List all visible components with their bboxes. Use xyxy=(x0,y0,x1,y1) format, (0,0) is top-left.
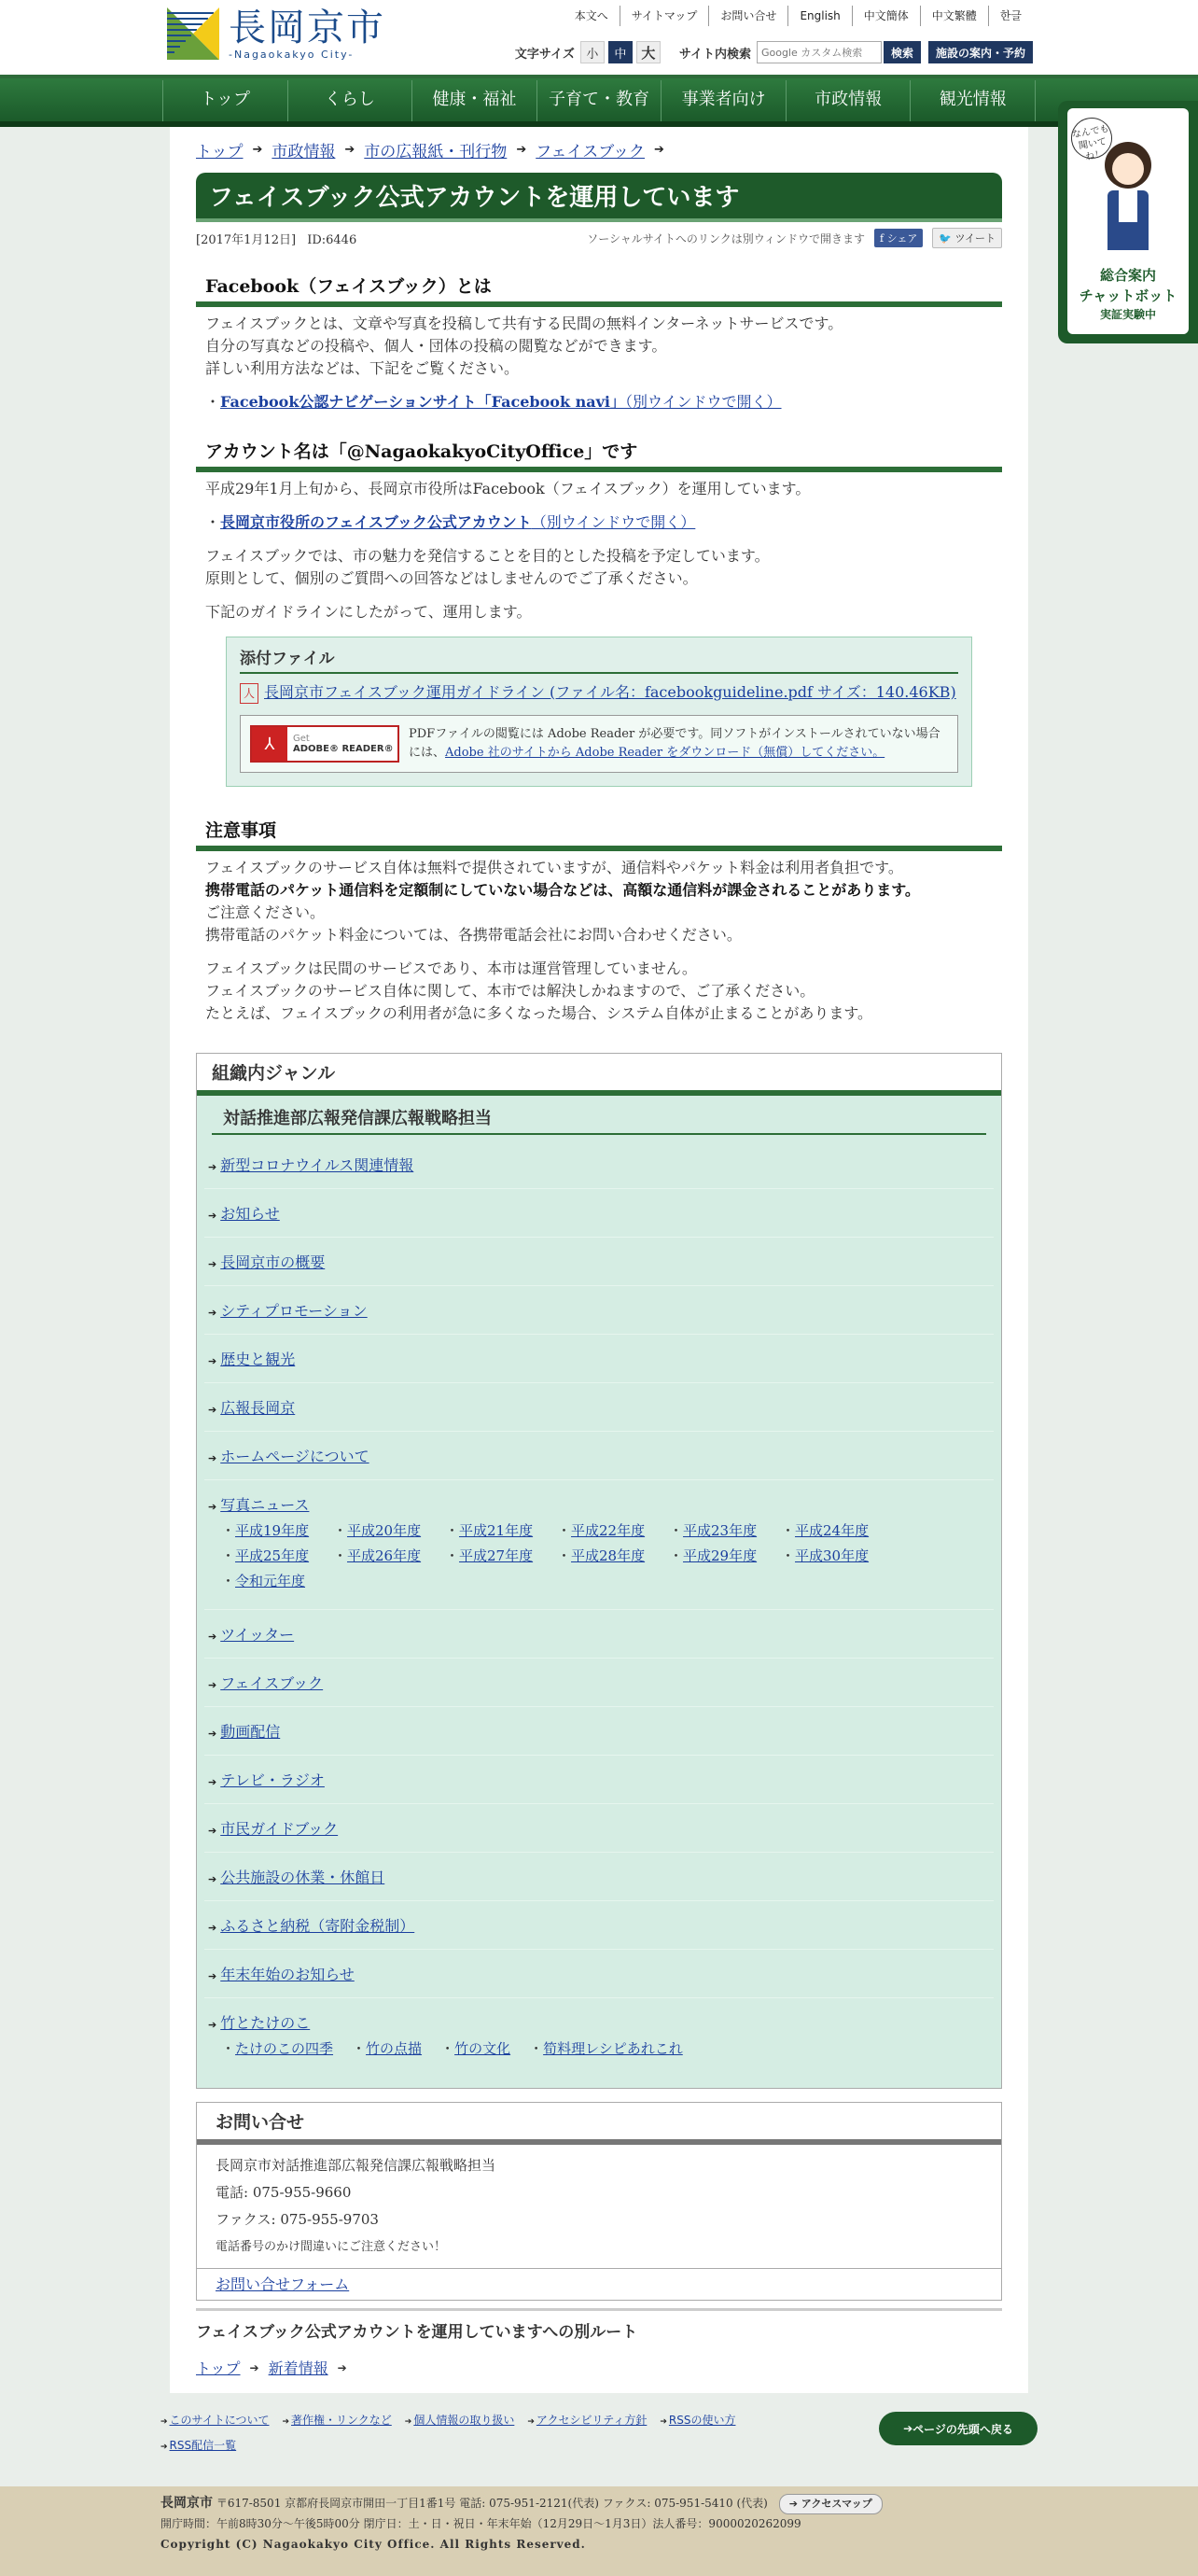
genre-link[interactable]: お知らせ xyxy=(220,1205,280,1223)
genre-link[interactable]: 公共施設の休業・休館日 xyxy=(220,1869,385,1886)
contact-form-link[interactable]: お問い合せフォーム xyxy=(216,2275,350,2293)
contact-tel: 電話: 075-955-9660 xyxy=(216,2184,352,2201)
back-to-top-label: ページの先頭へ戻る xyxy=(912,2422,1013,2436)
footer-link[interactable] xyxy=(405,2412,515,2428)
photo-year-label[interactable]: 平成23年度 xyxy=(683,1522,758,1539)
chatbot-character-icon xyxy=(1100,142,1156,263)
genre-heading: 組織内ジャンル xyxy=(197,1054,1001,1096)
section-heading-account-name: アカウント名は「@NagaokakyoCityOffice」です xyxy=(196,434,1002,472)
contact-form-row xyxy=(197,2268,1001,2300)
photo-year-link[interactable] xyxy=(333,1520,445,1540)
genre-link[interactable]: 広報長岡京 xyxy=(220,1399,296,1417)
adobe-badge-bottom: ADOBE® READER® xyxy=(293,744,394,754)
global-nav xyxy=(0,75,1198,127)
breadcrumb-arrow-icon: ➔ xyxy=(516,143,527,157)
paragraph-line: ご注意ください。 xyxy=(205,903,326,921)
arrow-icon: ➔ xyxy=(208,1355,217,1367)
footer-link-label[interactable]: 個人情報の取り扱い xyxy=(413,2414,515,2427)
genre-link[interactable]: シティプロモーション xyxy=(220,1302,368,1320)
back-to-top-button[interactable]: ➔ ページの先頭へ戻る xyxy=(879,2412,1038,2445)
breadcrumb-publications[interactable]: 市の広報紙・刊行物 xyxy=(364,143,508,161)
photo-year-label[interactable]: 平成24年度 xyxy=(795,1522,870,1539)
nav-item-business[interactable]: 事業者向け xyxy=(662,80,787,121)
genre-link[interactable]: ツイッター xyxy=(220,1626,295,1644)
logo-mark-icon xyxy=(165,6,221,62)
organization-genre xyxy=(196,1053,1002,2089)
arrow-icon: ➔ xyxy=(208,1501,217,1513)
contact-dept: 長岡京市対話推進部広報発信課広報戦略担当 xyxy=(216,2157,496,2174)
site-logo[interactable] xyxy=(165,6,385,62)
tweet-label: ツイート xyxy=(954,232,996,245)
header-tools xyxy=(515,41,1033,63)
main-content xyxy=(170,127,1028,2393)
genre-link[interactable]: 市民ガイドブック xyxy=(220,1820,339,1838)
site-search-label: サイト内検索 xyxy=(678,47,751,62)
breadcrumb-facebook[interactable]: フェイスブック xyxy=(536,143,646,161)
font-size-medium-button[interactable]: 中 xyxy=(608,41,633,63)
nav-item-living[interactable]: くらし xyxy=(288,80,413,121)
photo-news-years xyxy=(208,1515,990,1596)
contact-fax: ファクス: 075-955-9703 xyxy=(216,2211,379,2228)
list-item xyxy=(204,1901,994,1950)
arrow-icon: ➔ xyxy=(208,1728,217,1740)
section-body-what-is-facebook xyxy=(196,307,1002,413)
footer-link-label[interactable]: RSS配信一覧 xyxy=(169,2439,237,2452)
paragraph-line: たとえば、フェイスブックの利用者が急に多くなった場合、システム自体が止まることがあります。 xyxy=(205,1004,873,1022)
list-item xyxy=(204,1610,994,1659)
footer-city-name: 長岡京市 xyxy=(160,2496,213,2511)
sns-note: ソーシャルサイトへのリンクは別ウィンドウで開きます xyxy=(587,231,865,245)
footer-link[interactable] xyxy=(160,2437,236,2453)
route-arrow-icon: ➔ xyxy=(249,2360,259,2374)
footer-hours: 開庁時間：午前8時30分～午後5時00分 閉庁日：土・日・祝日・年末年始（12月29日～1月3日）法人番号：9000020262099 xyxy=(160,2517,801,2530)
adobe-reader-text xyxy=(409,725,948,763)
facebook-navi-link[interactable]: Facebook公認ナビゲーションサイト「Facebook navi」 xyxy=(220,393,625,411)
arrow-icon: ➔ xyxy=(208,1679,217,1691)
bamboo-sub-link[interactable] xyxy=(529,2038,683,2058)
photo-year-label[interactable]: 平成29年度 xyxy=(683,1547,758,1564)
photo-year-link[interactable] xyxy=(669,1520,781,1540)
genre-link[interactable]: 歴史と観光 xyxy=(220,1351,296,1368)
util-link-contact[interactable]: お問い合せ xyxy=(708,6,787,26)
arrow-icon: ➔ xyxy=(208,2019,217,2031)
photo-year-link[interactable] xyxy=(333,1546,445,1565)
new-window-note[interactable]: （別ウインドウで開く） xyxy=(531,513,696,531)
footer-link-label[interactable]: 著作権・リンクなど xyxy=(291,2414,392,2427)
arrow-icon: ➔ xyxy=(208,1404,217,1416)
genre-link[interactable]: 竹とたけのこ xyxy=(220,2014,311,2032)
font-size-small-button[interactable]: 小 xyxy=(580,41,605,63)
font-size-large-button[interactable]: 大 xyxy=(636,41,661,63)
footer-address: 〒617-8501 京都府長岡京市開田一丁目1番1号 電話: 075-951-2121(代表) ファクス: 075-951-5410 (代表) xyxy=(216,2497,768,2510)
adobe-logo-icon: ⅄ xyxy=(252,727,287,761)
footer-link-label[interactable]: アクセシビリティ方針 xyxy=(536,2414,648,2427)
list-item xyxy=(204,1480,994,1610)
nav-item-childcare-education[interactable]: 子育て・教育 xyxy=(537,80,662,121)
bamboo-sub-link[interactable] xyxy=(352,2038,422,2058)
photo-year-label[interactable]: 平成26年度 xyxy=(347,1547,422,1564)
list-item xyxy=(204,1238,994,1286)
genre-link[interactable]: テレビ・ラジオ xyxy=(220,1771,325,1789)
site-footer xyxy=(0,2486,1198,2576)
paragraph-line: 原則として、個別のご質問への回答などはしませんのでご了承ください。 xyxy=(205,569,698,587)
adobe-download-link[interactable]: Adobe 社のサイトから Adobe Reader をダウンロード（無償）してください。 xyxy=(445,746,885,760)
footer-links xyxy=(160,2393,1038,2486)
photo-year-label[interactable]: 平成21年度 xyxy=(459,1522,534,1539)
list-item xyxy=(204,1756,994,1804)
photo-year-label[interactable]: 平成27年度 xyxy=(459,1547,534,1564)
footer-link[interactable] xyxy=(160,2412,269,2428)
photo-year-link[interactable] xyxy=(557,1546,669,1565)
footer-link-label[interactable]: RSSの使い方 xyxy=(668,2414,736,2427)
genre-body xyxy=(197,1096,1001,2088)
genre-link[interactable]: 写真ニュース xyxy=(220,1496,310,1514)
list-item xyxy=(204,1383,994,1432)
route-link-news[interactable]: 新着情報 xyxy=(268,2359,328,2377)
adobe-reader-box xyxy=(240,715,958,773)
photo-year-link[interactable] xyxy=(781,1546,893,1565)
paragraph-line: 自分の写真などの投稿や、個人・団体の投稿の閲覧などができます。 xyxy=(205,337,667,355)
photo-year-label[interactable]: 平成25年度 xyxy=(235,1547,310,1564)
nav-item-top[interactable]: トップ xyxy=(162,80,288,121)
page-title: フェイスブック公式アカウントを運用しています xyxy=(196,173,1002,222)
genre-link[interactable]: 長岡京市の概要 xyxy=(220,1253,326,1271)
genre-link[interactable]: ホームページについて xyxy=(220,1448,369,1465)
list-item xyxy=(204,1189,994,1238)
photo-year-label[interactable]: 令和元年度 xyxy=(235,1573,306,1589)
list-item xyxy=(204,1853,994,1901)
chatbot-bubble: なんでも聞いてね！ xyxy=(1068,115,1116,162)
list-item xyxy=(204,1950,994,1998)
paragraph-line: フェイスブックは民間のサービスであり、本市は運営管理していません。 xyxy=(205,959,697,977)
facility-reservation-button[interactable]: 施設の案内・予約 xyxy=(928,41,1033,63)
paragraph-line: 携帯電話のパケット料金については、各携帯電話会社にお問い合わせください。 xyxy=(205,926,742,944)
footer-link[interactable] xyxy=(282,2412,391,2428)
list-item xyxy=(204,1432,994,1480)
photo-year-link[interactable] xyxy=(221,1571,333,1590)
nav-item-city-info[interactable]: 市政情報 xyxy=(787,80,912,121)
facebook-share-button[interactable]: f シェア xyxy=(874,229,923,247)
photo-year-link[interactable] xyxy=(445,1520,557,1540)
arrow-icon: ➔ xyxy=(208,1825,217,1837)
list-item xyxy=(204,1286,994,1335)
bamboo-sub-label[interactable]: たけのこの四季 xyxy=(235,2040,334,2057)
breadcrumb-arrow-icon: ➔ xyxy=(344,143,355,157)
paragraph-line: フェイスブックとは、文章や写真を投稿して共有する民間の無料インターネットサービスです。 xyxy=(205,315,843,332)
section-heading-what-is-facebook: Facebook（フェイスブック）とは xyxy=(196,269,1002,307)
list-item xyxy=(204,1707,994,1756)
breadcrumb-city-info[interactable]: 市政情報 xyxy=(272,143,336,161)
adobe-text-body: PDFファイルの閲覧には Adobe Reader が必要です。同ソフトがインストールされていない場合には、 xyxy=(409,727,940,760)
access-map-label: アクセスマップ xyxy=(801,2498,872,2510)
paragraph-line: 平成29年1月上旬から、長岡京市役所はFacebook（フェイスブック）を運用しています。 xyxy=(205,480,811,497)
logo-english: -Nagaokakyo City- xyxy=(229,48,355,61)
bamboo-sub-link[interactable] xyxy=(440,2038,510,2058)
footer-link[interactable] xyxy=(660,2412,735,2428)
photo-year-label[interactable]: 平成20年度 xyxy=(347,1522,422,1539)
arrow-icon: ➔ xyxy=(208,1258,217,1270)
site-search-input[interactable] xyxy=(757,41,882,63)
page-id: ID:6446 xyxy=(307,232,357,247)
font-size-label: 文字サイズ xyxy=(514,47,575,62)
facebook-navi-link-row: ・Facebook公認ナビゲーションサイト「Facebook navi」（別ウインドウで開く） xyxy=(205,393,782,411)
new-window-note[interactable]: （別ウインドウで開く） xyxy=(624,393,782,411)
official-account-link[interactable]: 長岡京市役所のフェイスブック公式アカウント xyxy=(220,513,532,531)
arrow-icon: ➔ xyxy=(208,1161,217,1173)
breadcrumb-arrow-icon: ➔ xyxy=(252,143,263,157)
arrow-icon: ➔ xyxy=(208,1776,217,1788)
paragraph-line-warning: 携帯電話のパケット通信料を定額制にしていない場合などは、高額な通信料が課金されることがあります。 xyxy=(205,881,920,899)
route-link-top[interactable]: トップ xyxy=(196,2359,241,2377)
genre-link[interactable]: 新型コロナウイルス関連情報 xyxy=(220,1156,414,1174)
page-meta xyxy=(196,228,1002,248)
footer-copyright: Copyright (C) Nagaokakyo City Office. All Rights Reserved. xyxy=(160,2538,586,2551)
util-link-chinese-traditional[interactable]: 中文繁體 xyxy=(920,6,988,26)
photo-year-link[interactable] xyxy=(221,1546,333,1565)
list-item xyxy=(204,1659,994,1707)
publish-date: [2017年1月12日] xyxy=(196,232,297,247)
pdf-icon: 人 xyxy=(240,683,258,704)
arrow-icon: ➔ xyxy=(208,1307,217,1319)
section-body-notes xyxy=(196,851,1002,1025)
get-adobe-reader-badge[interactable] xyxy=(250,725,399,763)
breadcrumb xyxy=(196,138,1002,161)
paragraph-line: 詳しい利用方法などは、下記をご覧ください。 xyxy=(205,359,520,377)
site-header xyxy=(0,0,1198,75)
site-search-button[interactable]: 検索 xyxy=(884,41,921,63)
attachment-file-row xyxy=(240,681,958,704)
paragraph-line: フェイスブックのサービス自体は無料で提供されていますが、通信料やパケット料金は利用者負担です。 xyxy=(205,859,903,876)
photo-year-label[interactable]: 平成22年度 xyxy=(571,1522,646,1539)
bamboo-subs xyxy=(208,2033,990,2064)
other-route-links xyxy=(196,2357,1002,2378)
contact-note: 電話番号のかけ間違いにご注意ください！ xyxy=(216,2240,447,2254)
arrow-icon: ➔ xyxy=(208,1452,217,1464)
route-arrow-icon: ➔ xyxy=(337,2360,347,2374)
genre-link[interactable]: ふるさと納税（寄附金税制） xyxy=(220,1917,415,1935)
util-link-sitemap[interactable]: サイトマップ xyxy=(620,6,709,26)
breadcrumb-arrow-icon: ➔ xyxy=(654,143,664,157)
guideline-pdf-link[interactable]: 長岡京市フェイスブック運用ガイドライン (ファイル名：facebookguideline.pdf サイズ：140.46KB) xyxy=(264,683,956,701)
photo-year-link[interactable] xyxy=(557,1520,669,1540)
list-item xyxy=(204,1141,994,1189)
util-link-english[interactable]: English xyxy=(787,6,851,26)
photo-year-link[interactable] xyxy=(445,1546,557,1565)
bamboo-sub-link[interactable] xyxy=(221,2038,333,2058)
genre-link[interactable]: 動画配信 xyxy=(220,1723,281,1741)
photo-year-label[interactable]: 平成28年度 xyxy=(571,1547,646,1564)
genre-link[interactable]: 年末年始のお知らせ xyxy=(220,1966,355,1983)
chatbot-sub: 実証実験中 xyxy=(1099,308,1156,321)
section-heading-notes: 注意事項 xyxy=(196,813,1002,851)
photo-year-link[interactable] xyxy=(221,1520,333,1540)
list-item xyxy=(204,1335,994,1383)
access-map-button[interactable]: ➔ アクセスマップ xyxy=(779,2494,883,2514)
paragraph-line: フェイスブックのサービス自体に関して、本市では解決しかねますので、ご了承ください。 xyxy=(205,982,815,1000)
arrow-icon: ➔ xyxy=(208,1873,217,1885)
bamboo-sub-label[interactable]: 竹の点描 xyxy=(366,2040,423,2057)
contact-box xyxy=(196,2102,1002,2301)
contact-heading: お問い合せ xyxy=(197,2103,1001,2145)
paragraph-line: フェイスブックでは、市の魅力を発信することを目的とした投稿を予定しています。 xyxy=(205,547,770,565)
footer-link[interactable] xyxy=(527,2412,647,2428)
section-body-account-name xyxy=(196,472,1002,623)
attachment-title: 添付ファイル xyxy=(240,645,958,674)
tweet-button[interactable]: 🐦 ツイート xyxy=(932,228,1002,248)
arrow-icon: ➔ xyxy=(208,1970,217,1982)
official-account-link-row: ・長岡京市役所のフェイスブック公式アカウント（別ウインドウで開く） xyxy=(205,513,696,531)
utility-links xyxy=(564,6,1033,26)
chatbot-title-line2: チャットボット xyxy=(1079,287,1177,304)
bamboo-sub-label[interactable]: 竹の文化 xyxy=(454,2040,511,2057)
logo-japanese: 長岡京市 xyxy=(229,6,385,49)
share-label: シェア xyxy=(886,232,918,245)
list-item xyxy=(204,1804,994,1853)
util-link-skip[interactable]: 本文へ xyxy=(574,9,608,22)
photo-year-label[interactable]: 平成19年度 xyxy=(235,1522,310,1539)
arrow-icon: ➔ xyxy=(208,1631,217,1643)
list-item xyxy=(204,1998,994,2077)
arrow-icon: ➔ xyxy=(208,1210,217,1222)
contact-body xyxy=(197,2145,1001,2268)
genre-link[interactable]: フェイスブック xyxy=(220,1674,324,1692)
photo-year-link[interactable] xyxy=(669,1546,781,1565)
bamboo-sub-label[interactable]: 筍料理レシピあれこれ xyxy=(543,2040,683,2057)
paragraph-line: 下記のガイドラインにしたがって、運用します。 xyxy=(205,603,532,621)
chatbot-title-line1: 総合案内 xyxy=(1099,267,1156,284)
util-link-chinese-simplified[interactable]: 中文簡体 xyxy=(852,6,920,26)
chatbot-banner[interactable] xyxy=(1058,101,1198,343)
footer-link-label[interactable]: このサイトについて xyxy=(169,2414,270,2427)
arrow-icon: ➔ xyxy=(208,1922,217,1934)
nav-item-health-welfare[interactable]: 健康・福祉 xyxy=(412,80,537,121)
util-link-korean[interactable]: 한글 xyxy=(988,6,1033,26)
nav-item-tourism[interactable]: 観光情報 xyxy=(911,80,1036,121)
adobe-badge-top: Get xyxy=(293,734,310,744)
genre-sub-heading: 対話推進部広報発信課広報戦略担当 xyxy=(212,1101,986,1135)
photo-year-link[interactable] xyxy=(781,1520,893,1540)
breadcrumb-top[interactable]: トップ xyxy=(196,143,244,161)
attachment-box xyxy=(226,637,972,787)
other-route-heading: フェイスブック公式アカウントを運用していますへの別ルート xyxy=(196,2308,1002,2342)
photo-year-label[interactable]: 平成30年度 xyxy=(795,1547,870,1564)
